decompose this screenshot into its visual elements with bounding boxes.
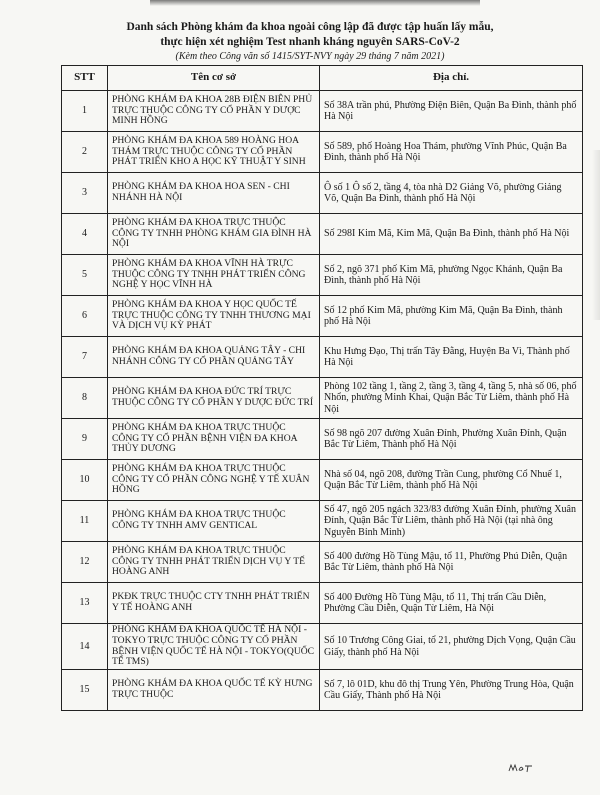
title-line-1: Danh sách Phòng khám đa khoa ngoài công lập đã được tập huấn lấy mẫu, — [126, 21, 494, 33]
table-row — [62, 624, 583, 670]
row-address: Số 400 đường Hồ Tùng Mậu, tổ 11, Phường Phú Diễn, Quận Bắc Từ Liêm, thành phố Hà Nội — [320, 542, 583, 583]
page-edge-shadow — [592, 150, 600, 320]
row-address: Khu Hưng Đạo, Thị trấn Tây Đằng, Huyện Ba Vì, Thành phố Hà Nội — [320, 337, 583, 378]
table-row — [62, 670, 583, 711]
table-row — [62, 255, 583, 296]
row-facility-name: PHÒNG KHÁM ĐA KHOA QUẢNG TÂY - CHI NHÁNH CÔNG TY CỔ PHẦN QUẢNG TÂY — [108, 337, 320, 378]
row-address: Số 7, lô 01D, khu đô thị Trung Yên, Phường Trung Hòa, Quận Cầu Giấy, Thành phố Hà Nội — [320, 670, 583, 711]
row-stt: 5 — [62, 255, 108, 296]
row-facility-name: PHÒNG KHÁM ĐA KHOA 28B ĐIỆN BIÊN PHỦ TRỰC THUỘC CÔNG TY CỔ PHẦN Y DƯỢC MINH HỒNG — [108, 91, 320, 132]
scan-artifact — [150, 0, 480, 6]
row-facility-name: PHÒNG KHÁM ĐA KHOA HOA SEN - CHI NHÁNH HÀ NỘI — [108, 173, 320, 214]
row-address: Số 400 Đường Hồ Tùng Mậu, tổ 11, Thị trấn Cầu Diễn, Phường Cầu Diễn, Quận Từ Liêm, Hà Nội — [320, 583, 583, 624]
row-address: Số 47, ngõ 205 ngách 323/83 đường Xuân Đỉnh, phường Xuân Đỉnh, Quận Bắc Từ Liêm, thành phố Hà Nội (tại nhà ông Nguyễn Bỉnh Minh) — [320, 501, 583, 542]
row-facility-name: PKĐK TRỰC THUỘC CTY TNHH PHÁT TRIỂN Y TẾ HOÀNG ANH — [108, 583, 320, 624]
row-stt: 13 — [62, 583, 108, 624]
row-facility-name: PHÒNG KHÁM ĐA KHOA VĨNH HÀ TRỰC THUỘC CÔNG TY TNHH PHÁT TRIỂN CÔNG NGHỆ Y HỌC VĨNH HÀ — [108, 255, 320, 296]
row-stt: 6 — [62, 296, 108, 337]
row-facility-name: PHÒNG KHÁM ĐA KHOA QUỐC TẾ HÀ NỘI - TOKYO TRỰC THUỘC CÔNG TY CỔ PHẦN BỆNH VIỆN QUỐC TẾ HÀ NỘI - TOKYO(QUỐC TẾ TMS) — [108, 624, 320, 670]
table-row — [62, 460, 583, 501]
signature-initials — [508, 763, 534, 773]
table-row — [62, 542, 583, 583]
table-row — [62, 501, 583, 542]
row-address: Số 298I Kim Mã, Kim Mã, Quận Ba Đình, thành phố Hà Nội — [320, 214, 583, 255]
row-stt: 2 — [62, 132, 108, 173]
table-row — [62, 173, 583, 214]
table-row — [62, 91, 583, 132]
row-facility-name: PHÒNG KHÁM ĐA KHOA TRỰC THUỘC CÔNG TY CỔ PHẦN BỆNH VIỆN ĐA KHOA THỦY DƯƠNG — [108, 419, 320, 460]
row-facility-name: PHÒNG KHÁM ĐA KHOA ĐỨC TRÍ TRỰC THUỘC CÔNG TY CỔ PHẦN Y DƯỢC ĐỨC TRÍ — [108, 378, 320, 419]
row-address: Số 10 Trương Công Giai, tổ 21, phường Dịch Vọng, Quận Cầu Giấy, thành phố Hà Nội — [320, 624, 583, 670]
table-row — [62, 296, 583, 337]
row-stt: 15 — [62, 670, 108, 711]
row-facility-name: PHÒNG KHÁM ĐA KHOA TRỰC THUỘC CÔNG TY CỔ PHẦN CÔNG NGHỆ Y TẾ XUÂN HỒNG — [108, 460, 320, 501]
row-address: Phòng 102 tầng 1, tầng 2, tầng 3, tầng 4, tầng 5, nhà số 06, phố Nhổn, phường Minh Khai, Quận Bắc Từ Liêm, thành phố Hà Nội — [320, 378, 583, 419]
table-row — [62, 583, 583, 624]
header-address: Địa chỉ. — [320, 66, 583, 91]
row-stt: 4 — [62, 214, 108, 255]
table-header-row — [62, 66, 583, 91]
row-stt: 12 — [62, 542, 108, 583]
header-stt: STT — [62, 66, 108, 91]
row-address: Số 38A trần phú, Phường Điện Biên, Quận Ba Đình, thành phố Hà Nội — [320, 91, 583, 132]
row-address: Số 589, phố Hoàng Hoa Thám, phường Vĩnh Phúc, Quận Ba Đình, thành phố Hà Nội — [320, 132, 583, 173]
row-address: Số 12 phố Kim Mã, phường Kim Mã, Quận Ba Đình, thành phố Hà Nội — [320, 296, 583, 337]
row-address: Nhà số 04, ngõ 208, đường Trần Cung, phường Cổ Nhuế 1, Quận Bắc Từ Liêm, thành phố Hà Nội — [320, 460, 583, 501]
table-row — [62, 378, 583, 419]
row-address: Số 98 ngõ 207 đường Xuân Đỉnh, Phường Xuân Đỉnh, Quận Bắc Từ Liêm, Thành phố Hà Nội — [320, 419, 583, 460]
row-stt: 8 — [62, 378, 108, 419]
row-stt: 1 — [62, 91, 108, 132]
row-stt: 9 — [62, 419, 108, 460]
row-address: Ô số 1 Ô số 2, tầng 4, tòa nhà D2 Giảng Võ, phường Giảng Võ, Quận Ba Đình, thành phố Hà Nội — [320, 173, 583, 214]
row-facility-name: PHÒNG KHÁM ĐA KHOA 589 HOÀNG HOA THÁM TRỰC THUỘC CÔNG TY CỔ PHẦN PHÁT TRIỂN KHO A HỌC KỸ THUẬT Y SINH — [108, 132, 320, 173]
table-row — [62, 419, 583, 460]
title-line-2: thực hiện xét nghiệm Test nhanh kháng nguyên SARS-CoV-2 — [160, 36, 460, 48]
clinic-table — [61, 65, 583, 711]
document-subtitle: (Kèm theo Công văn số 1415/SYT-NVY ngày 29 tháng 7 năm 2021) — [175, 51, 445, 62]
row-address: Số 2, ngõ 371 phố Kim Mã, phường Ngọc Khánh, Quận Ba Đình, thành phố Hà Nội — [320, 255, 583, 296]
row-facility-name: PHÒNG KHÁM ĐA KHOA QUỐC TẾ KỲ HƯNG TRỰC THUỘC — [108, 670, 320, 711]
row-stt: 10 — [62, 460, 108, 501]
document-title — [40, 20, 580, 50]
table-row — [62, 132, 583, 173]
row-stt: 11 — [62, 501, 108, 542]
header-name: Tên cơ sở — [108, 66, 320, 91]
table-row — [62, 214, 583, 255]
row-stt: 7 — [62, 337, 108, 378]
table-row — [62, 337, 583, 378]
row-facility-name: PHÒNG KHÁM ĐA KHOA TRỰC THUỘC CÔNG TY TNHH AMV GENTICAL — [108, 501, 320, 542]
row-stt: 3 — [62, 173, 108, 214]
row-stt: 14 — [62, 624, 108, 670]
row-facility-name: PHÒNG KHÁM ĐA KHOA TRỰC THUỘC CÔNG TY TNHH PHÁT TRIỂN DỊCH VỤ Y TẾ HOÀNG ANH — [108, 542, 320, 583]
row-facility-name: PHÒNG KHÁM ĐA KHOA Y HỌC QUỐC TẾ TRỰC THUỘC CÔNG TY TNHH THƯƠNG MẠI VÀ DỊCH VỤ KỲ PHÁT — [108, 296, 320, 337]
row-facility-name: PHÒNG KHÁM ĐA KHOA TRỰC THUỘC CÔNG TY TNHH PHÒNG KHÁM GIA ĐÌNH HÀ NỘI — [108, 214, 320, 255]
